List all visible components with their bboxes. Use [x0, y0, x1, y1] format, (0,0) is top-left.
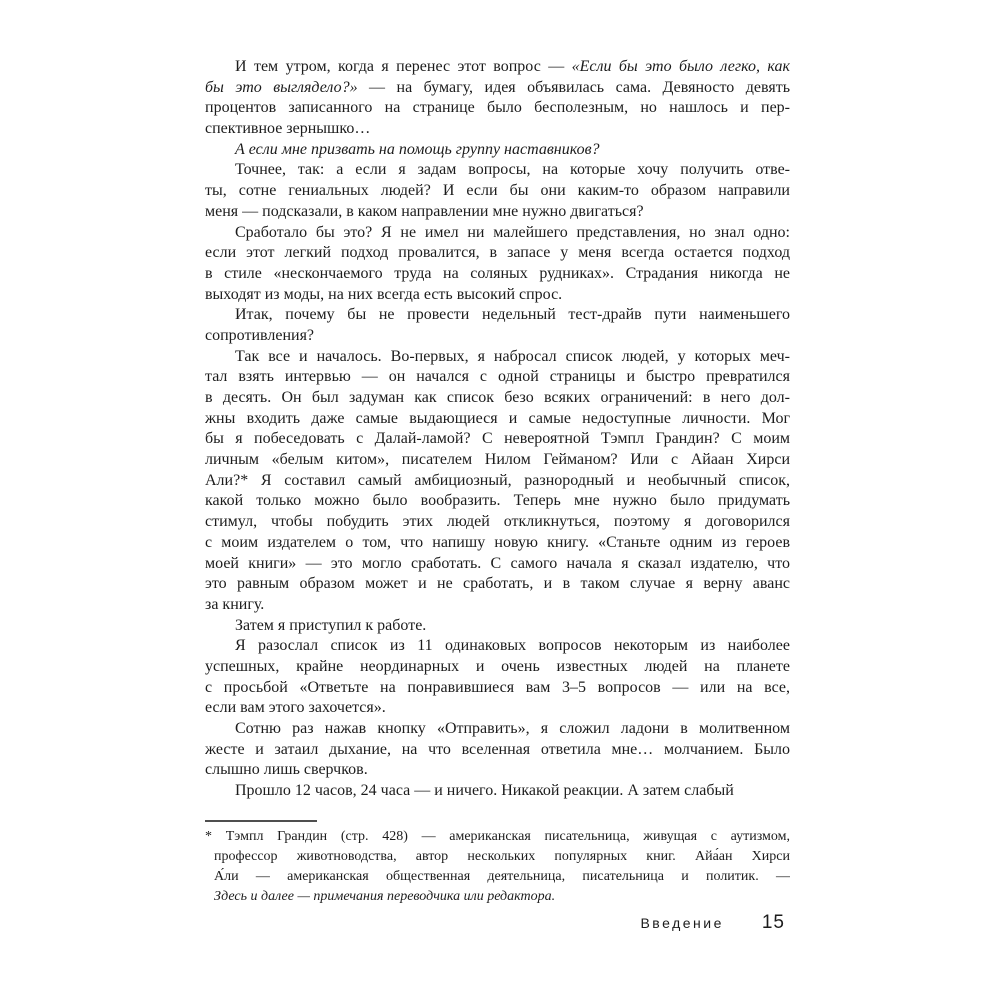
text-segment: какой только можно было вообразить. Теперь мне нужно было придумать: [205, 492, 790, 510]
text-line: [205, 678, 790, 699]
text-line: [205, 781, 790, 802]
text-line: [205, 450, 790, 471]
text-segment: в стиле «нескончаемого труда на соляных рудниках». Страдания никогда не: [205, 264, 790, 282]
text-line: [205, 140, 790, 161]
text-segment: Прошло 12 часов, 24 часа — и ничего. Никакой реакции. А затем слабый: [235, 782, 734, 800]
text-segment: с моим издателем о том, что напишу новую книгу. «Станьте одним из героев: [205, 533, 790, 551]
text-line: [205, 719, 790, 740]
text-segment: Али?* Я составил самый амбициозный, разнородный и необычный список,: [205, 471, 790, 489]
text-segment: Итак, почему бы не провести недельный тест-драйв пути наименьшего: [235, 306, 790, 324]
text-line: [205, 223, 790, 244]
italic-text-segment: бы это выглядело?»: [205, 78, 358, 96]
text-line: [205, 429, 790, 450]
text-segment: сопротивления?: [205, 326, 315, 344]
text-line: [205, 867, 790, 887]
text-segment: личным «белым китом», писателем Нилом Гейманом? Или с Айаан Хирси: [205, 451, 790, 469]
text-segment: если этот легкий подход провалится, в запасе у меня всегда остается подход: [205, 244, 790, 262]
footnote: [205, 820, 790, 907]
text-segment: * Тэмпл Грандин (стр. 428) — американская писательница, живущая с аутизмом,: [205, 829, 790, 844]
text-segment: процентов записанного на странице было бесполезным, но нашлось и пер-: [205, 99, 790, 117]
text-line: [205, 616, 790, 637]
text-segment: профессор животноводства, автор нескольких популярных книг. Айа́ан Хирси: [214, 849, 790, 864]
text-line: [205, 887, 790, 907]
text-segment: И тем утром, когда я перенес этот вопрос —: [235, 58, 572, 75]
text-segment: за книгу.: [205, 595, 265, 613]
text-segment: Сработало бы это? Я не имел ни малейшего представления, но знал одно:: [235, 223, 790, 241]
text-line: [205, 181, 790, 202]
text-line: [205, 202, 790, 223]
text-segment: Затем я приступил к работе.: [235, 616, 427, 634]
text-segment: меня — подсказали, в каком направлении мне нужно двигаться?: [205, 202, 644, 220]
text-segment: А́ли — американская общественная деятельница, писательница и политик. —: [214, 869, 790, 884]
text-segment: в десять. Он был задуман как список безо всяких ограничений: в него дол-: [205, 389, 790, 406]
text-line: [205, 512, 790, 533]
text-segment: это равным образом может и не сработать, и в таком случае я верну аванс: [205, 575, 790, 593]
text-segment: жны входить даже самые выдающиеся и самые недоступные личности. Мог: [205, 409, 790, 427]
text-line: [205, 698, 790, 719]
text-line: [205, 160, 790, 181]
text-segment: жесте и затаил дыхание, на что вселенная ответила мне… молчанием. Было: [205, 740, 790, 758]
text-line: [205, 636, 790, 657]
text-segment: Я разослал список из 11 одинаковых вопросов некоторым из наиболее: [235, 637, 790, 655]
running-title: Введение: [640, 915, 724, 931]
text-line: [205, 264, 790, 285]
text-line: [205, 305, 790, 326]
text-line: [205, 347, 790, 368]
text-segment: Сотню раз нажав кнопку «Отправить», я сложил ладони в молитвенном: [235, 720, 790, 737]
footnote-text: [205, 827, 790, 907]
text-segment: слышно лишь сверчков.: [205, 761, 368, 779]
text-line: [205, 119, 790, 140]
text-line: [205, 285, 790, 306]
text-line: [205, 78, 790, 99]
text-segment: тал взять интервью — он начался с одной страницы и быстро превратился: [205, 368, 790, 386]
text-segment: бы я побеседовать с Далай-ламой? С невероятной Тэмпл Грандин? С моим: [205, 430, 790, 448]
text-line: [205, 491, 790, 512]
text-line: [205, 740, 790, 761]
text-segment: выходят из моды, на них всегда есть высокий спрос.: [205, 285, 563, 303]
text-line: [205, 554, 790, 575]
text-segment: Так все и началось. Во-первых, я набросал список людей, у которых меч-: [235, 347, 790, 365]
footnote-divider: [205, 820, 317, 822]
text-line: [205, 595, 790, 616]
text-segment: спективное зернышко…: [205, 120, 371, 138]
text-segment: Точнее, так: а если я задам вопросы, на которые хочу получить отве-: [235, 161, 790, 179]
text-line: [205, 98, 790, 119]
page-number: 15: [761, 912, 785, 933]
italic-text-segment: Здесь и далее — примечания переводчика или редактора.: [214, 889, 556, 904]
text-line: [205, 533, 790, 554]
text-line: [205, 243, 790, 264]
text-line: [205, 760, 790, 781]
text-line: [205, 409, 790, 430]
text-line: [205, 657, 790, 678]
italic-text-segment: «Если бы это было легко, как: [571, 58, 790, 75]
italic-text-segment: А если мне призвать на помощь группу наставников?: [235, 140, 600, 158]
text-segment: моей книги» — это могло сработать. С самого начала я сказал издателю, что: [205, 554, 790, 572]
text-segment: — на бумагу, идея объявилась сама. Девяносто девять: [357, 78, 790, 96]
text-segment: стимул, чтобы побудить этих людей откликнуться, поэтому я договорился: [205, 513, 790, 531]
text-segment: с просьбой «Ответьте на понравившиеся вам 3–5 вопросов — или на все,: [205, 678, 790, 696]
text-segment: успешных, крайне неординарных и очень известных людей на планете: [205, 657, 790, 675]
page-footer: [640, 912, 785, 934]
text-line: [205, 367, 790, 388]
text-line: [205, 57, 790, 78]
text-segment: ты, сотне гениальных людей? И если бы они каким-то образом направили: [205, 182, 790, 200]
text-line: [205, 326, 790, 347]
text-line: [205, 388, 790, 409]
page-body-text: [205, 57, 790, 802]
text-line: [205, 574, 790, 595]
text-line: [205, 847, 790, 867]
text-line: [205, 827, 790, 847]
text-line: [205, 471, 790, 492]
text-segment: если вам этого захочется».: [205, 699, 386, 717]
